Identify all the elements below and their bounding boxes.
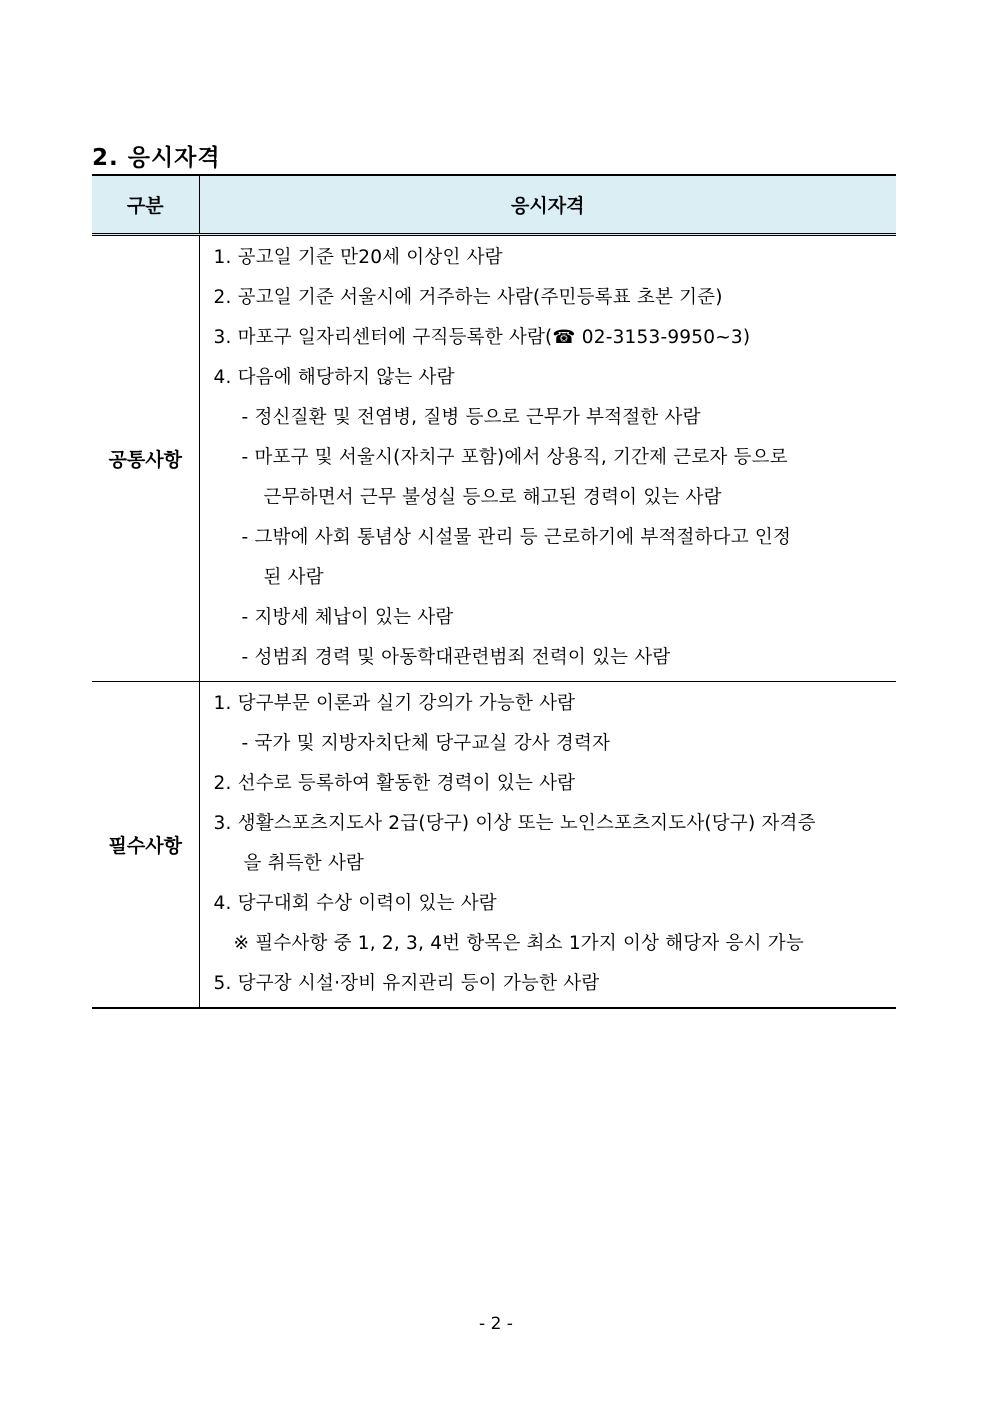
category-required: 필수사항 [92, 682, 199, 1009]
table-row-common [92, 235, 896, 682]
table-row-required [92, 682, 896, 1009]
category-common: 공통사항 [92, 235, 199, 682]
page-number: - 2 - [479, 1314, 513, 1334]
list-item: 2. 선수로 등록하여 활동한 경력이 있는 사람 [213, 773, 576, 794]
list-subitem: - 성범죄 경력 및 아동학대관련범죄 전력이 있는 사람 [241, 647, 671, 668]
list-item-continuation: 을 취득한 사람 [243, 853, 365, 874]
list-item: 1. 당구부문 이론과 실기 강의가 가능한 사람 [213, 693, 576, 714]
section-title: 2. 응시자격 [92, 145, 221, 171]
list-subitem-continuation: 근무하면서 근무 불성실 등으로 해고된 경력이 있는 사람 [263, 487, 722, 508]
list-item: 3. 마포구 일자리센터에 구직등록한 사람(☎ 02-3153-9950~3) [213, 327, 751, 348]
list-item: 3. 생활스포츠지도사 2급(당구) 이상 또는 노인스포츠지도사(당구) 자격증 [213, 813, 816, 834]
list-subitem: - 마포구 및 서울시(자치구 포함)에서 상용직, 기간제 근로자 등으로 [241, 447, 788, 468]
required-items [199, 682, 896, 1009]
list-item: 2. 공고일 기준 서울시에 거주하는 사람(주민등록표 초본 기준) [213, 287, 723, 308]
qualification-table [92, 174, 896, 1009]
table-header-row [92, 175, 896, 235]
note-text: ※ 필수사항 중 1, 2, 3, 4번 항목은 최소 1가지 이상 해당자 응시 가능 [233, 933, 804, 954]
header-category: 구분 [92, 175, 199, 235]
header-qualification: 응시자격 [199, 175, 896, 235]
list-item: 4. 당구대회 수상 이력이 있는 사람 [213, 893, 497, 914]
list-item: 1. 공고일 기준 만20세 이상인 사람 [213, 247, 503, 268]
list-subitem: - 그밖에 사회 통념상 시설물 관리 등 근로하기에 부적절하다고 인정 [241, 527, 792, 548]
list-subitem: - 지방세 체납이 있는 사람 [241, 607, 454, 628]
list-item: 5. 당구장 시설·장비 유지관리 등이 가능한 사람 [213, 973, 600, 994]
common-items [199, 235, 896, 682]
list-subitem-continuation: 된 사람 [263, 567, 324, 588]
list-subitem: - 국가 및 지방자치단체 당구교실 강사 경력자 [241, 733, 611, 754]
list-item: 4. 다음에 해당하지 않는 사람 [213, 367, 455, 388]
list-subitem: - 정신질환 및 전염병, 질병 등으로 근무가 부적절한 사람 [241, 407, 701, 428]
